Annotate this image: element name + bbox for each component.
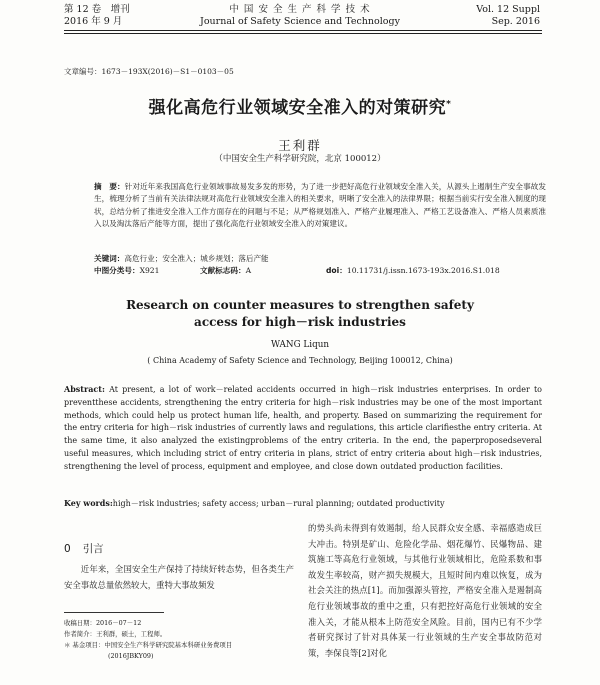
doi-label: doi：: [326, 266, 347, 275]
author-cn: 王利群: [278, 138, 322, 153]
title-footnote-mark: *: [446, 99, 452, 110]
article-number: 文章编号：1673－193X(2016)－S1－0103－05: [64, 67, 234, 76]
title-cn: [0, 93, 600, 118]
keywords-cn: [94, 253, 546, 265]
clc-number: [94, 265, 159, 277]
header-rule-thin: [64, 33, 542, 34]
footnote-fund: ＊ 基金项目：中国安全生产科学研究院基本科研业务费项目: [64, 641, 233, 649]
author-en: WANG Liqun: [270, 340, 330, 350]
section-number: 0: [64, 543, 71, 555]
date-en: Sep. 2016: [491, 16, 540, 27]
footnote-fund-number: (2016JBKY09): [108, 652, 154, 660]
abstract-en-label: Abstract:: [64, 384, 105, 394]
volume-en: Vol. 12 Suppl: [476, 4, 540, 15]
section-title: 引言: [82, 543, 104, 555]
volume-cn: 第 12 卷 增刊: [64, 4, 130, 15]
keywords-cn-text: 高危行业；安全准入；城乡规划；落后产能: [124, 254, 269, 263]
footnote-author-info: 作者简介：王利群，硕士，工程师。: [64, 630, 167, 638]
doc-value: A: [245, 266, 252, 275]
doi: [326, 265, 500, 277]
abstract-en-text: At present, a lot of work－related accidents occurred in high－risk industries enterprises. In order to preventthese accidents, strengthening the entry criteria for high－risk industries may be one of the most important methods, which could help us protect human life, health, and property. Based on summarizing the requirement for the entry criteria for high－risk industries of currently laws and regulations, this article clarifiesthe entry criteria. At the same time, it also analyzed the existingproblems of the entry criteria. In the end, the paperproposedseveral useful measures, which including strict of entry criteria in plans, strict of entry criteria about high－risk industries, strengthening the level of process, equipment and employee, and close down outdated production facilities.: [64, 385, 542, 471]
keywords-en: [64, 497, 542, 510]
title-cn-text: 强化高危行业领域安全准入的对策研究: [148, 98, 447, 118]
abstract-en: [64, 383, 542, 474]
affiliation-en: ( China Academy of Safety Science and Technology, Beijing 100012, China): [147, 356, 453, 365]
abstract-cn-label: 摘 要：: [94, 182, 125, 191]
title-en-line1: Research on counter measures to strengthen safety: [126, 298, 474, 312]
footnotes: [64, 618, 296, 662]
keywords-en-label: Key words:: [64, 498, 113, 508]
date-cn: 2016 年 9 月: [64, 16, 123, 27]
abstract-cn: [94, 181, 546, 230]
header-rule-thick: [64, 30, 542, 31]
intro-paragraph-left: 近年来，全国安全生产保持了持续好转态势，但各类生产安全事故总量依然较大，重特大事故频发: [64, 564, 294, 590]
journal-title-en: Journal of Safety Science and Technology: [200, 16, 400, 27]
abstract-cn-text: 针对近年来我国高危行业领域事故易发多发的形势，为了进一步把好高危行业领域安全准入关，从源头上遏制生产安全事故发生，梳理分析了当前有关法律法规对高危行业领域安全准入的相关要求，明晰了安全准入的法律界限；根据当前实行安全准入制度的现状，总结分析了推进安全准入工作方面存在的问题与不足；从严格规划准入、严格产业履理准入、严格工艺设备准入、严格人员素质准入以及淘汰落后产能等方面，提出了强化高危行业领域安全准入的对策建议。: [94, 182, 547, 228]
doc-label: 文献标志码：: [200, 266, 246, 275]
clc-value: X921: [139, 266, 160, 275]
document-code: [200, 265, 251, 277]
title-en-line2: access for high－risk industries: [194, 315, 406, 329]
section-heading: [64, 541, 104, 556]
title-en: [0, 297, 600, 331]
keywords-cn-label: 关键词：: [94, 254, 125, 263]
intro-paragraph-right: 的势头尚未得到有效遏制，给人民群众安全感、幸福感造成巨大冲击。特别是矿山、危险化学品、烟花爆竹、民爆物品、建筑施工等高危行业领域，与其他行业领域相比，危险系数和事故发生率较高，财产损失规模大，且短时间内难以恢复，成为社会关注的热点[1]。而加强源头管控，严格安全准入是遏制高危行业领域事故的重中之重，只有把控好高危行业领域的安全准入关，才能从根本上防范安全风险。目前，国内已有不少学者研究探讨了针对具体某一行业领域的生产安全事故防范对策，李保良等[2]对化: [308, 523, 542, 658]
footnote-rule: [64, 612, 164, 613]
running-header-right: [476, 4, 540, 28]
footnote-received: 收稿日期：2016－07－12: [64, 619, 142, 627]
keywords-en-text: high－risk industries; safety access; urban－rural planning; outdated productivity: [112, 499, 445, 508]
doi-value: 10.11731/j.issn.1673-193x.2016.S1.018: [346, 266, 500, 275]
affiliation-cn: （中国安全生产科学研究院，北京 100012）: [214, 154, 386, 164]
clc-label: 中图分类号：: [94, 266, 140, 275]
journal-title-cn: 中 国 安 全 生 产 科 学 技 术: [229, 4, 371, 15]
